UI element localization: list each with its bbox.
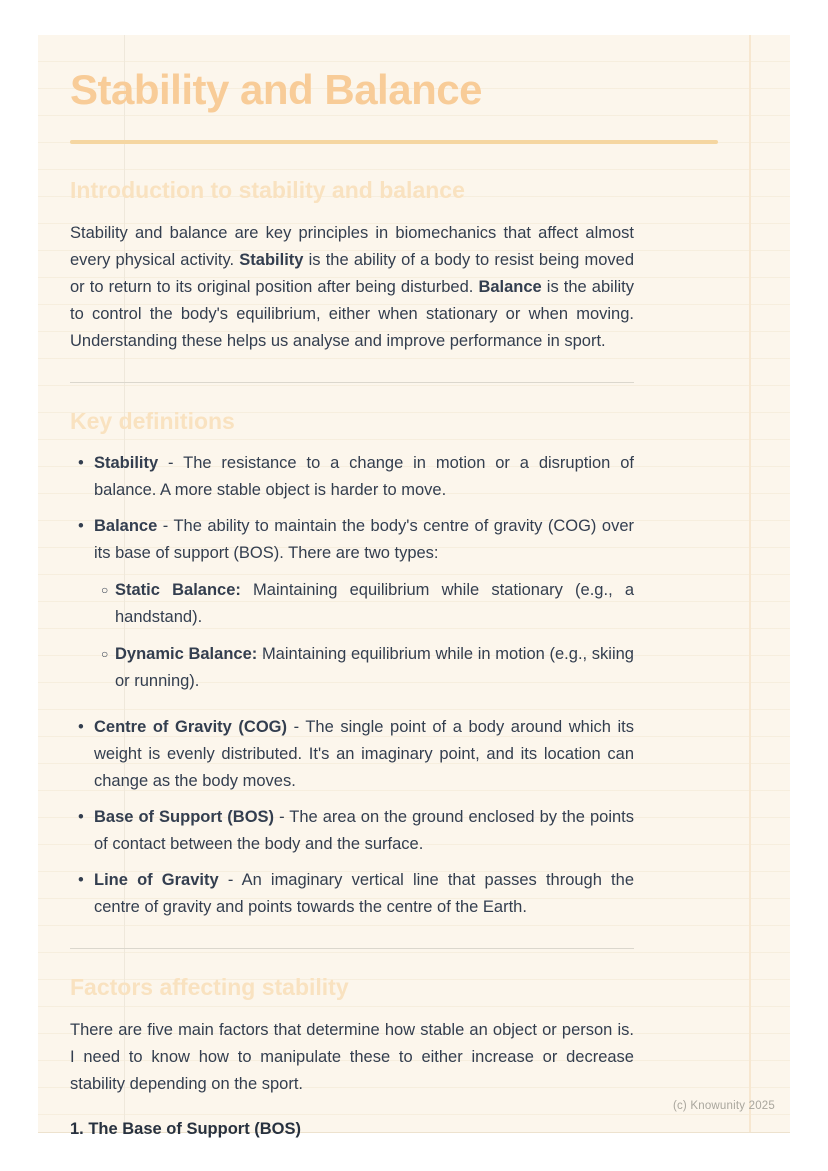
- circle-bullet-icon: ○: [101, 647, 109, 662]
- list-item-body: [94, 867, 634, 921]
- definition-term: Line of Gravity: [94, 871, 219, 890]
- section-divider: [70, 382, 634, 383]
- page-title: Stability and Balance: [70, 66, 482, 113]
- intro-run: Stability and balance are key principles in biomechanics that affect almost every physical activity.: [70, 224, 634, 270]
- intro-paragraph: [70, 220, 634, 355]
- definition-term: Centre of Gravity (COG): [94, 718, 287, 737]
- intro-run: is the ability to control the body's equilibrium, either when stationary or when moving. Understanding these helps us analyse and improve performance in sport.: [70, 278, 634, 351]
- list-item-body: [94, 804, 634, 858]
- definition-term: Stability: [94, 454, 159, 473]
- copyright-footer: (c) Knowunity 2025: [672, 1100, 775, 1112]
- factor-subheading-base-of-support: 1. The Base of Support (BOS): [70, 1120, 302, 1139]
- definition-term: Dynamic Balance:: [115, 645, 258, 664]
- list-item-base-of-support: [70, 804, 634, 858]
- definition-text: - The single point of a body around which its weight is evenly distributed. It's an imaginary point, and its location can change as the body moves.: [94, 718, 635, 791]
- section-heading-factors: Factors affecting stability: [70, 974, 349, 1001]
- list-item-body: [94, 714, 634, 795]
- factors-paragraph: There are five main factors that determine how stable an object or person is. I need to know how to manipulate these to either increase or decrease stability depending on the sport.: [70, 1021, 634, 1094]
- definition-term: Base of Support (BOS): [94, 808, 275, 827]
- definition-text: - The ability to maintain the body's centre of gravity (COG) over its base of support (BOS). There are two types:: [94, 517, 634, 563]
- list-item-line-of-gravity: [70, 867, 634, 921]
- intro-bold-stability: Stability: [239, 251, 304, 270]
- bullet-icon: •: [78, 718, 84, 737]
- sublist-item-dynamic-balance: [94, 641, 634, 695]
- note-page: [38, 35, 790, 1139]
- list-item-stability: [70, 450, 634, 504]
- section-heading-introduction: Introduction to stability and balance: [70, 177, 465, 204]
- list-item-centre-of-gravity: [70, 714, 634, 795]
- sublist-item-static-balance: [94, 577, 634, 631]
- definition-term: Balance: [94, 517, 158, 536]
- definition-text: - The resistance to a change in motion or a disruption of balance. A more stable object is harder to move.: [94, 454, 634, 500]
- list-item-body: [94, 513, 634, 705]
- intro-run: is the ability of a body to resist being moved or to return to its original position after being disturbed.: [70, 251, 634, 297]
- bullet-icon: •: [78, 808, 84, 827]
- definition-text: Maintaining equilibrium while stationary (e.g., a handstand).: [115, 581, 635, 627]
- list-item-balance: [70, 513, 634, 705]
- note-content: [70, 35, 634, 1143]
- list-item-body: [94, 450, 634, 504]
- balance-types-sublist: [94, 577, 634, 695]
- intro-bold-balance: Balance: [478, 278, 542, 297]
- bullet-icon: •: [78, 871, 84, 890]
- definition-text: Maintaining equilibrium while in motion (e.g., skiing or running).: [115, 645, 634, 691]
- bullet-icon: •: [78, 517, 84, 536]
- definition-term: Static Balance:: [115, 581, 241, 600]
- sublist-item-body: [115, 577, 634, 631]
- definition-text: - The area on the ground enclosed by the points of contact between the body and the surface.: [94, 808, 634, 854]
- title-underline-rule: [70, 140, 718, 144]
- section-heading-key-definitions: Key definitions: [70, 408, 235, 435]
- definition-text: - An imaginary vertical line that passes through the centre of gravity and points towards the centre of the Earth.: [94, 871, 634, 917]
- sublist-item-body: [115, 641, 634, 695]
- section-divider: [70, 948, 634, 949]
- definitions-list: [70, 450, 634, 921]
- bullet-icon: •: [78, 454, 84, 473]
- circle-bullet-icon: ○: [101, 583, 109, 598]
